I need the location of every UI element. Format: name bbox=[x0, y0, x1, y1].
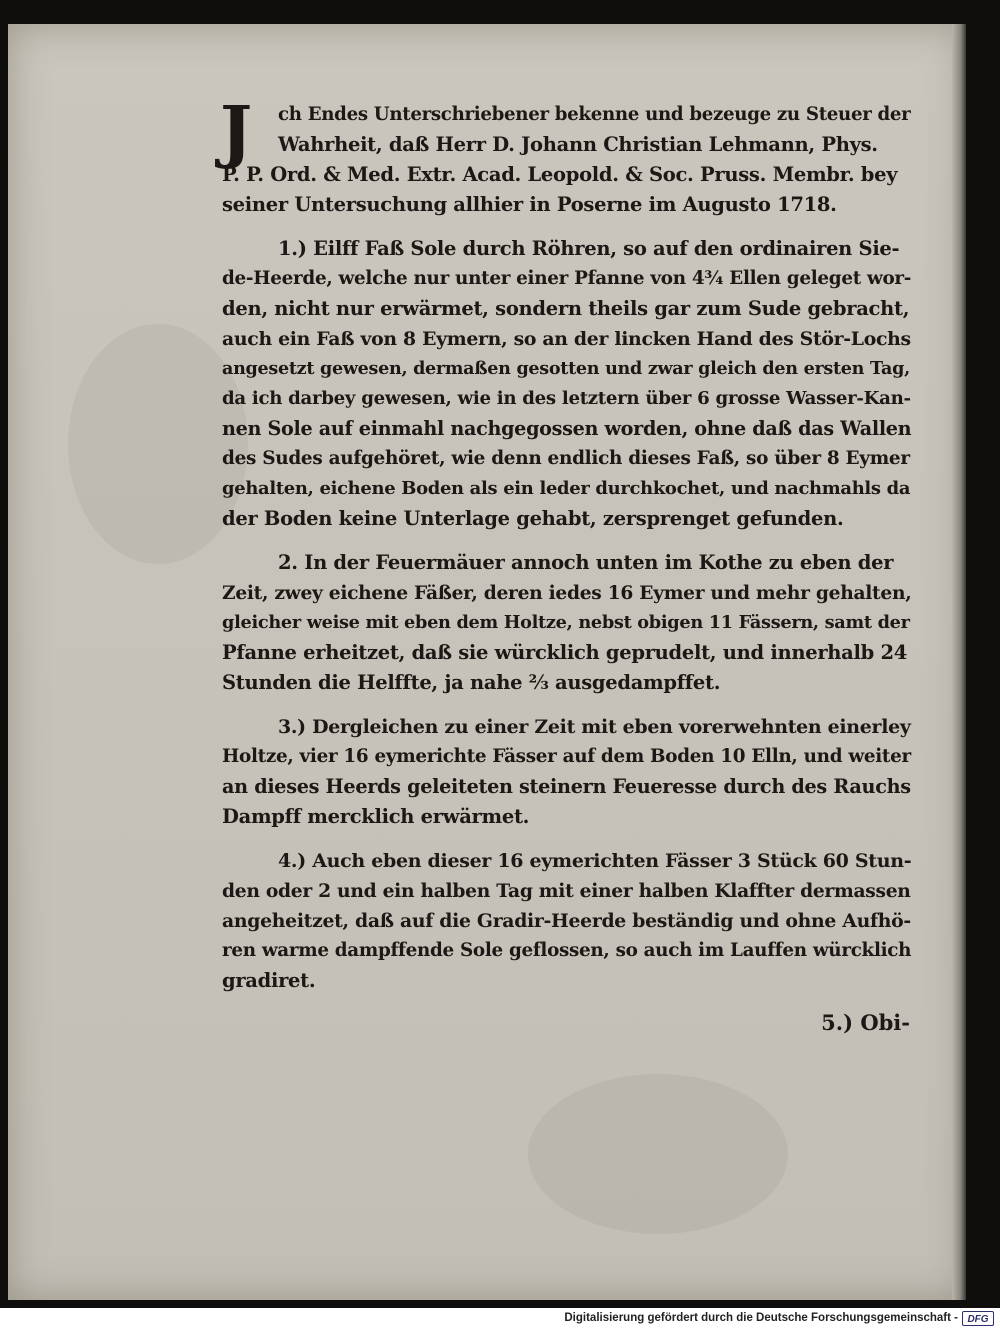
text-line: 1.) Eilff Faß Sole durch Röhren, so auf den ordinairen Sie- bbox=[278, 237, 900, 260]
text-line: seiner Untersuchung allhier in Poserne im Augusto 1718. bbox=[222, 193, 837, 216]
text-line: P. P. Ord. & Med. Extr. Acad. Leopold. & Soc. Pruss. Membr. bey bbox=[222, 163, 898, 186]
digitization-footer bbox=[0, 1308, 1000, 1331]
text-line: 2. In der Feuermäuer annoch unten im Kothe zu eben der bbox=[278, 551, 894, 574]
funding-credit: Digitalisierung gefördert durch die Deutsche Forschungsgemeinschaft - bbox=[564, 1312, 958, 1324]
text-line: der Boden keine Unterlage gehabt, zersprenget gefunden. bbox=[222, 507, 844, 530]
text-line: gradiret. bbox=[222, 969, 316, 992]
text-line: Dampff mercklich erwärmet. bbox=[222, 805, 530, 828]
page-edge bbox=[952, 24, 966, 1300]
text-line: Stunden die Helffte, ja nahe ⅔ ausgedampffet. bbox=[222, 671, 721, 694]
text-line: Pfanne erheitzet, daß sie würcklich geprudelt, und innerhalb 24 bbox=[222, 641, 907, 664]
text-line: 3.) Dergleichen zu einer Zeit mit eben vorerwehnten einerley bbox=[278, 716, 911, 738]
text-line: angesetzt gewesen, dermaßen gesotten und zwar gleich den ersten Tag, bbox=[222, 359, 910, 379]
catchword: 5.) Obi- bbox=[821, 1010, 910, 1035]
text-line: gleicher weise mit eben dem Holtze, nebst obigen 11 Fässern, samt der bbox=[222, 612, 910, 633]
text-line: Wahrheit, daß Herr D. Johann Christian Lehmann, Phys. bbox=[278, 133, 878, 156]
drop-capital: J bbox=[220, 92, 252, 172]
paragraph-4 bbox=[222, 846, 912, 996]
text-line: de-Heerde, welche nur unter einer Pfanne von 4¾ Ellen geleget wor- bbox=[222, 268, 912, 289]
text-line: ch Endes Unterschriebener bekenne und bezeuge zu Steuer der bbox=[278, 104, 911, 125]
text-line: ren warme dampffende Sole geflossen, so auch im Lauffen würcklich bbox=[222, 940, 912, 961]
text-line: da ich darbey gewesen, wie in des letztern über 6 grosse Wasser-Kan- bbox=[222, 388, 911, 409]
text-line: des Sudes aufgehöret, wie denn endlich dieses Faß, so über 8 Eymer bbox=[222, 448, 910, 469]
paragraph-3 bbox=[222, 712, 912, 832]
text-line: den, nicht nur erwärmet, sondern theils gar zum Sude gebracht, bbox=[222, 297, 910, 320]
text-line: gehalten, eichene Boden als ein leder durchkochet, und nachmahls da bbox=[222, 478, 911, 499]
text-line: Holtze, vier 16 eymerichte Fässer auf dem Boden 10 Elln, und weiter bbox=[222, 746, 911, 767]
text-line: an dieses Heerds geleiteten steinern Feueresse durch des Rauchs bbox=[222, 775, 911, 798]
dfg-logo-icon: DFG bbox=[962, 1311, 994, 1326]
text-line: angeheitzet, daß auf die Gradir-Heerde beständig und ohne Aufhö- bbox=[222, 910, 911, 932]
page-text bbox=[220, 92, 912, 1010]
paragraph-2 bbox=[222, 548, 912, 698]
intro-paragraph bbox=[220, 92, 912, 220]
text-line: 4.) Auch eben dieser 16 eymerichten Fässer 3 Stück 60 Stun- bbox=[278, 850, 912, 872]
text-line: den oder 2 und ein halben Tag mit einer halben Klaffter dermassen bbox=[222, 880, 911, 902]
text-line: nen Sole auf einmahl nachgegossen worden, ohne daß das Wallen bbox=[222, 417, 912, 440]
text-line: auch ein Faß von 8 Eymern, so an der lincken Hand des Stör-Lochs bbox=[222, 328, 911, 350]
paragraph-1 bbox=[222, 234, 912, 534]
paper-stain bbox=[68, 324, 248, 564]
text-line: Zeit, zwey eichene Fäßer, deren iedes 16 Eymer und mehr gehalten, bbox=[222, 582, 912, 604]
paper-stain bbox=[528, 1074, 788, 1234]
